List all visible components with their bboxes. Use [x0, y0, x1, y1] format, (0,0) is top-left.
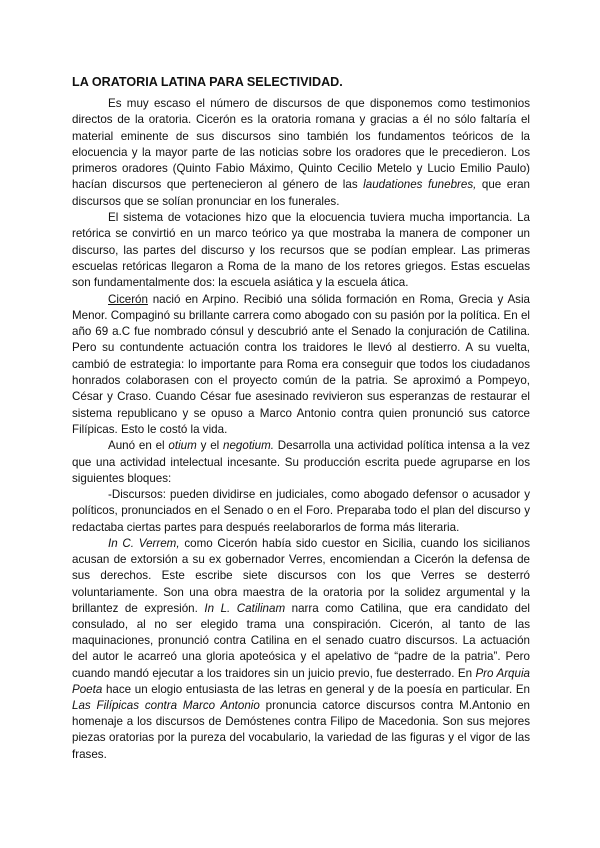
italic-in-catilinam: In L. Catilinam: [204, 601, 286, 615]
paragraph-otium-text-c: Desarrolla una actividad política intensa a la vez que una actividad intelectual incesante. Su producción escrita puede agruparse en los siguientes bloques:: [72, 439, 530, 485]
document-title: LA ORATORIA LATINA PARA SELECTIVIDAD.: [72, 75, 343, 89]
underlined-ciceron: Cicerón: [108, 292, 148, 306]
paragraph-intro-text: Es muy escaso el número de discursos de que disponemos como testimonios directos de la oratoria. Cicerón es la oratoria romana y gracias a él no sólo faltaría el material eminente de sus discursos sino también los fundamentos teóricos de la elocuencia y la mayor parte de las noticias sobre los oradores que le precedieron. Los primeros oradores (Quinto Fabio Máximo, Quinto Cecilio Metelo y Lucio Emilio Paulo) hacían discursos que pertenecieron al género de las: [72, 97, 530, 192]
italic-negotium: negotium.: [223, 439, 274, 453]
italic-laudationes: laudationes funebres,: [363, 178, 477, 192]
paragraph-works: [72, 536, 530, 763]
paragraph-otium: [72, 438, 530, 487]
paragraph-otium-text-a: Aunó en el: [108, 439, 169, 453]
italic-pro-arquia: Pro Arquia Poeta: [72, 666, 530, 696]
paragraph-works-text-d: pronuncia catorce discursos contra M.Antonio en homenaje a los discursos de Demóstenes contra Filipo de Macedonia. Son sus mejores piezas oratorias por la pureza del vocabulario, la variedad de las figuras y el vigor de las frases.: [72, 699, 530, 761]
paragraph-ciceron-bio: [72, 292, 530, 439]
paragraph-otium-text-b: y el: [196, 439, 224, 453]
paragraph-intro-end: que eran discursos que se solían pronunciar en los funerales.: [72, 178, 530, 208]
italic-otium: otium: [168, 439, 197, 453]
paragraph-rhetoric: El sistema de votaciones hizo que la elocuencia tuviera mucha importancia. La retórica se convirtió en un marco teórico ya que mostraba la manera de componer un discurso, las partes del discurso y los recursos que se podían emplear. Las primeras escuelas retóricas llegaron a Roma de la mano de los retores griegos. Estas escuelas son fundamentalmente dos: la escuela asiática y la escuela ática.: [72, 211, 530, 290]
paragraph-works-text-b: narra como Catilina, que era candidato del consulado, al no ser elegido trama una conspiración. Cicerón, al tanto de las maquinaciones, pronunció contra Catilina en el senado cuatro discursos. La actuación del autor le acarreó una gloria apoteósica y el apelativo de “padre de la patria”. Pero cuando mandó ejecutar a los traidores sin un juicio previo, fue desterrado. En: [72, 601, 531, 680]
italic-filipicas: Las Filípicas contra Marco Antonio: [72, 699, 260, 713]
paragraph-intro: [72, 96, 530, 210]
paragraph-discursos: -Discursos: pueden dividirse en judiciales, como abogado defensor o acusador y políticos, pronunciados en el Senado o en el Foro. Preparaba todo el plan del discurso y redactaba ciertas partes para después reelaborarlos de forma más literaria.: [72, 488, 530, 534]
italic-in-verrem: In C. Verrem,: [108, 537, 180, 551]
paragraph-ciceron-bio-text: nació en Arpino. Recibió una sólida formación en Roma, Grecia y Asia Menor. Compaginó su brillante carrera como abogado con su pasión por la política. En el año 69 a.C fue nombrado cónsul y descubrió ante el Senado la conjuración de Catilina. Pero su contundente actuación contra los traidores le llevó al destierro. A su vuelta, cambió de estrategia: lo importante para Roma era conseguir que todos los ciudadanos honrados colaborasen con el proyecto común de la patria. Se aproximó a Pompeyo, César y Craso. Cuando César fue asesinado revivieron sus esperanzas de restaurar el sistema republicano y se opuso a Marco Antonio contra quien pronunció sus catorce Filípicas. Esto le costó la vida.: [72, 292, 530, 436]
paragraph-works-text-a: como Cicerón había sido cuestor en Sicilia, cuando los sicilianos acusan de extorsión a su ex gobernador Verres, encomiendan a Cicerón la defensa de sus derechos. Este escribe siete discursos con los que Verres se desterró voluntariamente. Son una obra maestra de la oratoria por la solidez argumental y la brillantez de expresión.: [72, 537, 530, 615]
paragraph-works-text-c: hace un elogio entusiasta de las letras en general y de la poesía en particular. En: [102, 682, 530, 696]
